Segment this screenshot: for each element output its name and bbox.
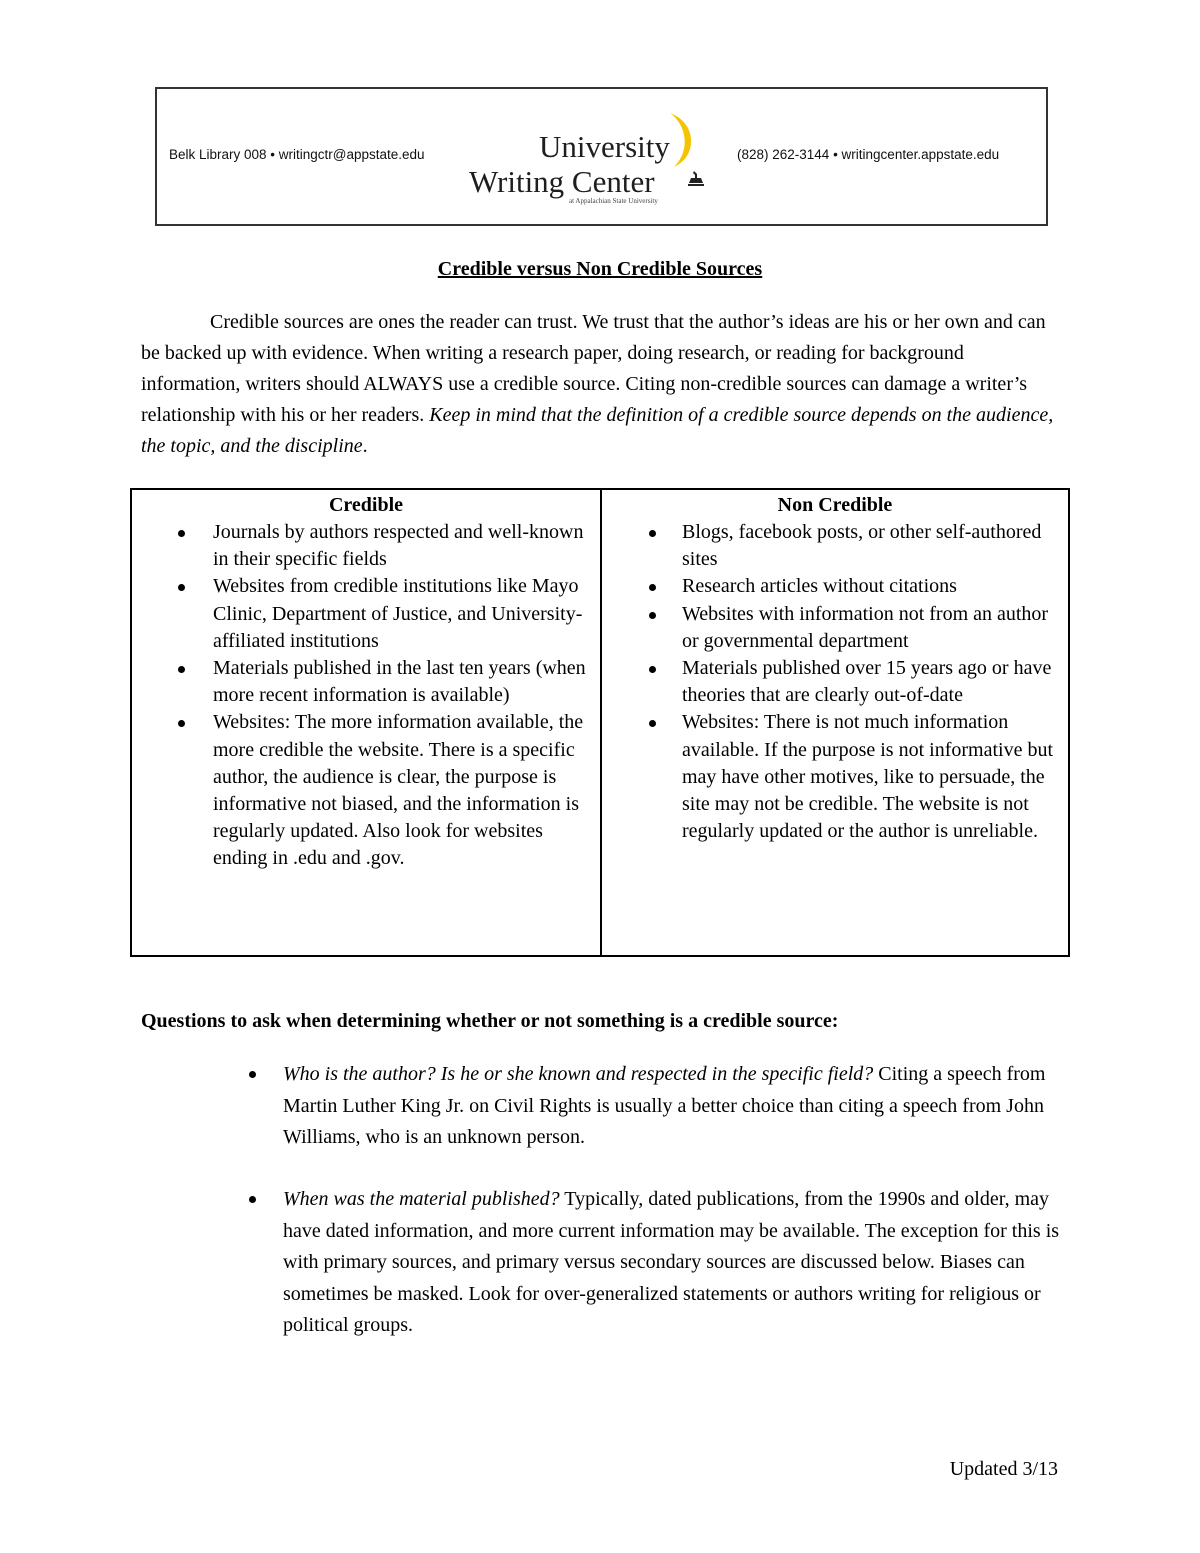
bullet-icon (249, 1071, 256, 1078)
intro-italic-note: Keep in mind that the definition of a credible source depends on the audience, the topic, and the discipline (141, 404, 1054, 457)
intro-end: . (362, 435, 368, 457)
updated-date: Updated 3/13 (949, 1458, 1058, 1480)
list-item (132, 519, 600, 573)
question-text: When was the material published? (283, 1188, 560, 1210)
credible-heading: Credible (328, 494, 404, 516)
bullet-icon (649, 666, 656, 673)
list-item-text: Materials published in the last ten years (when more recent information is available) (213, 657, 586, 707)
credible-list (132, 519, 600, 873)
bullet-icon (178, 666, 185, 673)
list-item-text: Research articles without citations (682, 575, 957, 598)
question-answer: Typically, dated publications, from the 1990s and older, may have dated information, and more current information may be available. The exception for this is with primary sources, and primary versus secondary sources are discussed below. Biases can sometimes be masked. Look for over-generalized statements or authors writing for religious or political groups. (283, 1188, 1060, 1336)
logo-wordmark-writing-center: Writing Center (469, 164, 655, 199)
question-item (283, 1059, 1063, 1154)
list-item (602, 709, 1068, 845)
bullet-icon (178, 530, 185, 537)
logo-wordmark-university: University (539, 129, 670, 164)
credible-column (132, 490, 600, 955)
list-item-text: Websites: There is not much information available. If the purpose is not informative but may have other motives, like to persuade, the site may not be credible. The website is not regularly updated or the author is unreliable. (682, 711, 1054, 843)
bullet-icon (649, 720, 656, 727)
intro-text: Credible sources are ones the reader can trust. We trust that the author’s ideas are his or her own and can be backed up with evidence. When writing a research paper, doing research, or reading for background information, writers should ALWAYS use a credible source. Citing non-credible sources can damage a writer’s relationship with his or her readers. (141, 311, 1046, 426)
list-item-text: Websites from credible institutions like Mayo Clinic, Department of Justice, and University-affiliated institutions (213, 575, 583, 652)
list-item-text: Blogs, facebook posts, or other self-authored sites (682, 521, 1042, 571)
lamp-icon (687, 167, 705, 187)
bullet-icon (178, 720, 185, 727)
bullet-icon (649, 612, 656, 619)
bullet-icon (649, 584, 656, 591)
list-item (602, 655, 1068, 709)
header-contact-right: (828) 262-3144 • writingcenter.appstate.edu (737, 147, 1000, 162)
list-item (132, 573, 600, 655)
list-item-text: Websites with information not from an author or governmental department (682, 602, 1049, 652)
letterhead-banner (155, 87, 1048, 226)
logo-subtitle: at Appalachian State University (569, 197, 658, 205)
intro-paragraph (141, 307, 1059, 462)
bullet-icon (178, 584, 185, 591)
question-text: Who is the author? Is he or she known and respected in the specific field? (283, 1063, 874, 1085)
question-item (283, 1184, 1063, 1342)
list-item (602, 519, 1068, 573)
non-credible-list (602, 519, 1068, 845)
list-item-text: Websites: The more information available, the more credible the website. There is a specific author, the audience is clear, the purpose is informative not biased, and the information is regularly updated. Also look for websites ending in .edu and .gov. (213, 711, 584, 870)
bullet-icon (649, 530, 656, 537)
list-item (602, 573, 1068, 600)
bullet-icon (249, 1196, 256, 1203)
list-item (132, 709, 600, 872)
non-credible-column (600, 490, 1068, 955)
credibility-table (130, 488, 1070, 957)
university-writing-center-logo (469, 111, 714, 206)
list-item (132, 655, 600, 709)
non-credible-heading: Non Credible (777, 494, 893, 516)
question-answer: Citing a speech from Martin Luther King Jr. on Civil Rights is usually a better choice than citing a speech from John Williams, who is an unknown person. (283, 1063, 1046, 1148)
list-item (602, 601, 1068, 655)
header-contact-left: Belk Library 008 • writingctr@appstate.edu (169, 147, 425, 162)
list-item-text: Journals by authors respected and well-known in their specific fields (213, 521, 584, 571)
questions-heading: Questions to ask when determining whether or not something is a credible source: (141, 1010, 839, 1032)
list-item-text: Materials published over 15 years ago or have theories that are clearly out-of-date (682, 657, 1052, 707)
page-title: Credible versus Non Credible Sources (437, 258, 763, 280)
